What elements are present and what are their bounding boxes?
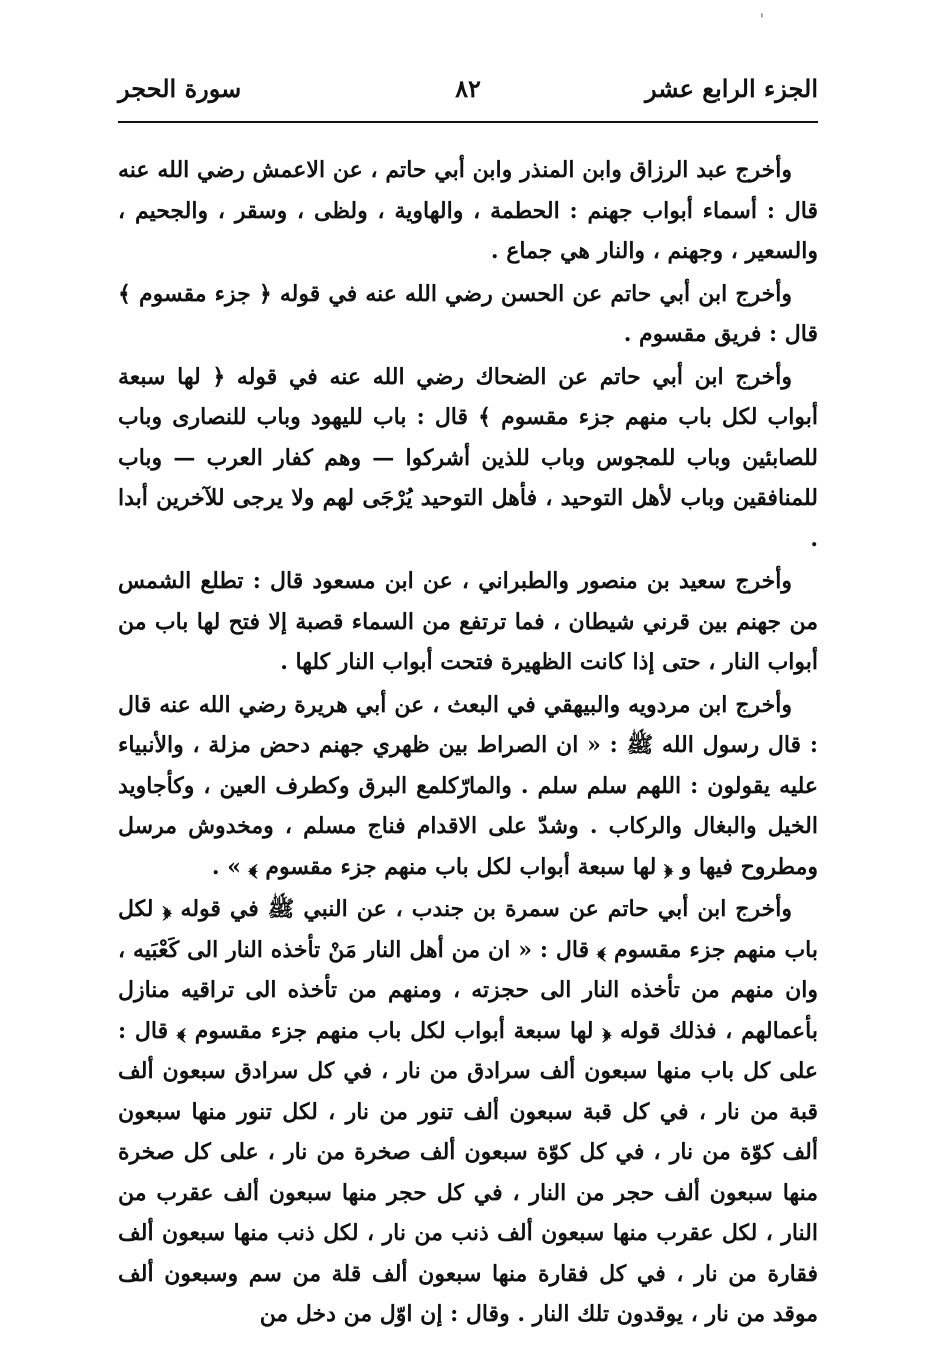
paragraph: وأخرج ابن أبي حاتم عن الحسن رضي الله عنه في قوله ﴿ جزء مقسوم ﴾ قال : فريق مقسوم . [118, 280, 818, 347]
corner-mark: ' [760, 12, 764, 28]
paragraph: وأخرج ابن أبي حاتم عن سمرة بن جندب ، عن النبي ﷺ في قوله ﴿ لكل باب منهم جزء مقسوم ﴾ قال : « ان من أهل النار مَنْ تأخذه النار الى كَعْبَيه ، وان منهم من تأخذه النار الى حجزته ، ومنهم من تأخذه الى تراقيه منازل بأعمالهم ، فذلك قوله ﴿ لها سبعة أبواب لكل باب منهم جزء مقسوم ﴾ قال : على كل باب منها سبعون ألف سرادق من نار ، في كل سرادق سبعون ألف قبة من نار ، في كل قبة سبعون ألف تنور من نار ، لكل تنور منها سبعون ألف كوّة من نار ، في كل كوّة سبعون ألف صخرة من نار ، على كل صخرة منها سبعون ألف حجر من النار ، في كل حجر منها سبعون ألف عقرب من النار ، لكل عقرب منها سبعون ألف ذنب من نار ، لكل ذنب منها سبعون ألف فقارة من نار ، في كل فقارة منها سبعون ألف قلة من سم وسبعون ألف موقد من نار ، يوقدون تلك النار . وقال : إن اوّل من دخل من [118, 896, 818, 1327]
part-title: الجزء الرابع عشر [644, 74, 818, 103]
surah-title: سورة الحجر [118, 74, 242, 103]
page-number: ٨٢ [455, 74, 481, 103]
body-text [118, 150, 818, 1337]
paragraph: وأخرج عبد الرزاق وابن المنذر وابن أبي حاتم ، عن الاعمش رضي الله عنه قال : أسماء أبواب جهنم : الحطمة ، والهاوية ، ولظى ، وسقر ، والجحيم ، والسعير ، وجهنم ، والنار هي جماع . [118, 157, 818, 264]
paragraph: وأخرج ابن مردويه والبيهقي في البعث ، عن أبي هريرة رضي الله عنه قال : قال رسول الله ﷺ : « ان الصراط بين ظهري جهنم دحض مزلة ، والأنبياء عليه يقولون : اللهم سلم سلم . والمارّكلمع البرق وكطرف العين ، وكأجاويد الخيل والبغال والركاب . وشدّ على الاقدام فناج مسلم ، ومخدوش مرسل ومطروح فيها و ﴿ لها سبعة أبواب لكل باب منهم جزء مقسوم ﴾ » . [118, 691, 818, 880]
paragraph: وأخرج سعيد بن منصور والطبراني ، عن ابن مسعود قال : تطلع الشمس من جهنم بين قرني شيطان ، فما ترتفع من السماء قصبة إلا فتح لها باب من أبواب النار ، حتى إذا كانت الظهيرة فتحت أبواب النار كلها . [118, 568, 818, 675]
paragraph: وأخرج ابن أبي حاتم عن الضحاك رضي الله عنه في قوله ﴿ لها سبعة أبواب لكل باب منهم جزء مقسوم ﴾ قال : باب لليهود وباب للنصارى وباب للصابئين وباب للمجوس وباب للذين أشركوا — وهم كفار العرب — وباب للمنافقين وباب لأهل التوحيد ، فأهل التوحيد يُرْجَى لهم ولا يرجى للآخرين أبدا . [118, 363, 818, 552]
header-divider [118, 121, 818, 123]
page-header [118, 74, 818, 114]
